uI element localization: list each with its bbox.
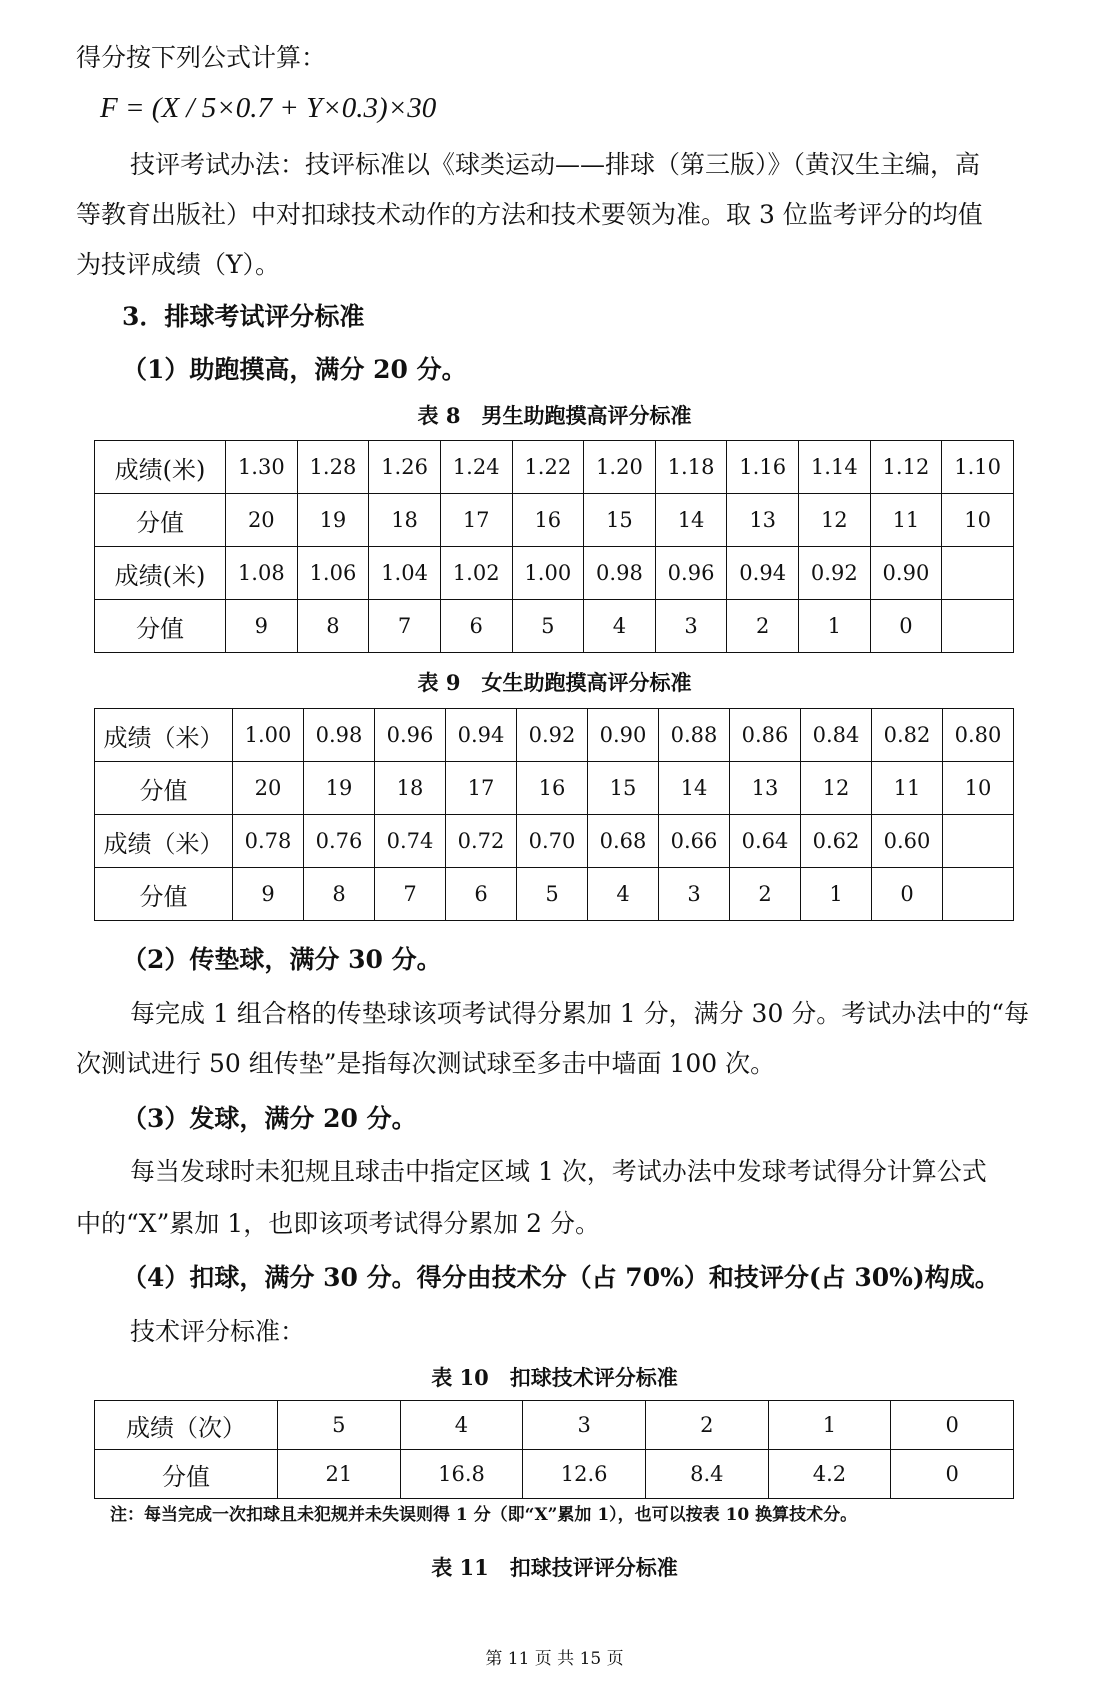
table-cell: 12 [801,762,872,815]
page-footer: 第 11 页 共 15 页 [485,1649,624,1669]
table-cell: 0.70 [517,815,588,868]
table-cell: 0.74 [375,815,446,868]
table-10-caption: 表 10 扣球技术评分标准 [431,1365,678,1390]
row-header-cell: 分值 [95,762,233,815]
table-cell: 2 [730,868,801,921]
table-cell: 1.06 [297,547,369,600]
table-cell: 13 [727,494,799,547]
table-8-caption: 表 8 男生助跑摸高评分标准 [417,403,692,428]
table-cell: 1.00 [233,709,304,762]
row-header-cell: 分值 [95,868,233,921]
table-cell: 4 [400,1401,523,1450]
table-cell: 7 [369,600,441,653]
table-cell: 0.98 [584,547,656,600]
tech-eval-line-3: 为技评成绩（Y）。 [76,250,281,279]
table-cell: 15 [588,762,659,815]
table-cell: 0.90 [588,709,659,762]
table-cell: 8 [304,868,375,921]
table-cell: 11 [872,762,943,815]
table-cell: 1.14 [799,441,871,494]
table-cell: 17 [440,494,512,547]
tech-eval-line-2: 等教育出版社）中对扣球技术动作的方法和技术要领为准。取 3 位监考评分的均值 [76,200,983,229]
item-3-desc-2: 中的“X”累加 1，也即该项考试得分累加 2 分。 [76,1209,601,1238]
table-cell: 0.78 [233,815,304,868]
table-cell: 2 [645,1401,768,1450]
table-cell: 16 [512,494,584,547]
table-cell [942,547,1014,600]
score-formula: F = (X / 5×0.7 + Y×0.3)×30 [100,92,437,124]
table-cell: 21 [278,1450,401,1499]
row-header-cell: 分值 [95,1450,278,1499]
table-cell: 1 [801,868,872,921]
table-row [95,547,1014,600]
table-cell: 5 [512,600,584,653]
table-cell: 9 [233,868,304,921]
table-cell: 16.8 [400,1450,523,1499]
table-cell: 0.84 [801,709,872,762]
row-header-cell: 成绩（米） [95,815,233,868]
table-cell: 6 [446,868,517,921]
table-cell: 0.86 [730,709,801,762]
table-cell: 14 [659,762,730,815]
table-cell: 1.00 [512,547,584,600]
table-cell: 0.64 [730,815,801,868]
table-cell: 1.30 [226,441,298,494]
row-header-cell: 成绩（次） [95,1401,278,1450]
table-cell: 16 [517,762,588,815]
table-row [95,1401,1014,1450]
table-10-note: 注：每当完成一次扣球且未犯规并未失误则得 1 分（即“X”累加 1），也可以按表 10 换算技术分。 [110,1505,858,1525]
table-cell: 4.2 [768,1450,891,1499]
table-cell: 0.94 [727,547,799,600]
table-cell: 1.26 [369,441,441,494]
table-8 [94,440,1014,653]
table-cell [942,600,1014,653]
table-cell: 1.02 [440,547,512,600]
item-2-desc-2: 次测试进行 50 组传垫”是指每次测试球至多击中墙面 100 次。 [76,1049,776,1078]
table-cell: 15 [584,494,656,547]
item-3-heading: （3）发球，满分 20 分。 [122,1104,417,1133]
table-cell: 0.96 [655,547,727,600]
table-9 [94,708,1014,921]
table-cell [943,815,1014,868]
table-cell: 0.90 [870,547,942,600]
table-cell: 8.4 [645,1450,768,1499]
table-cell: 1.24 [440,441,512,494]
table-cell: 5 [278,1401,401,1450]
table-cell: 1.04 [369,547,441,600]
table-cell: 0.88 [659,709,730,762]
row-header-cell: 分值 [95,600,226,653]
table-row [95,762,1014,815]
item-3-desc-1: 每当发球时未犯规且球击中指定区域 1 次，考试办法中发球考试得分计算公式 [130,1157,987,1186]
table-row [95,815,1014,868]
table-cell: 0 [891,1401,1014,1450]
section-3-heading: 3．排球考试评分标准 [122,302,365,331]
table-cell: 19 [304,762,375,815]
item-4-heading: （4）扣球，满分 30 分。得分由技术分（占 70%）和技评分(占 30%)构成。 [122,1263,1000,1292]
table-cell: 4 [584,600,656,653]
table-cell: 6 [440,600,512,653]
table-cell: 1.18 [655,441,727,494]
table-cell: 1.22 [512,441,584,494]
table-cell: 10 [943,762,1014,815]
table-cell: 0.82 [872,709,943,762]
table-cell [943,868,1014,921]
table-cell: 7 [375,868,446,921]
table-row [95,441,1014,494]
table-cell: 4 [588,868,659,921]
table-cell: 0.66 [659,815,730,868]
table-cell: 0.92 [517,709,588,762]
table-cell: 1.08 [226,547,298,600]
table-row [95,600,1014,653]
table-cell: 3 [523,1401,646,1450]
table-cell: 1 [799,600,871,653]
row-header-cell: 分值 [95,494,226,547]
item-2-heading: （2）传垫球，满分 30 分。 [122,945,442,974]
table-cell: 0 [891,1450,1014,1499]
item-2-desc-1: 每完成 1 组合格的传垫球该项考试得分累加 1 分，满分 30 分。考试办法中的“每 [130,999,1030,1028]
table-cell: 1.20 [584,441,656,494]
table-cell: 0 [870,600,942,653]
row-header-cell: 成绩(米) [95,547,226,600]
table-cell: 3 [659,868,730,921]
table-cell: 20 [233,762,304,815]
table-cell: 9 [226,600,298,653]
table-9-caption: 表 9 女生助跑摸高评分标准 [417,670,692,695]
table-cell: 12 [799,494,871,547]
table-cell: 0.72 [446,815,517,868]
table-row [95,709,1014,762]
formula-intro: 得分按下列公式计算： [76,43,327,72]
table-cell: 1.28 [297,441,369,494]
table-cell: 0.94 [446,709,517,762]
table-11-caption: 表 11 扣球技评评分标准 [431,1555,678,1580]
table-cell: 0 [872,868,943,921]
table-cell: 5 [517,868,588,921]
table-cell: 1.16 [727,441,799,494]
item-1-heading: （1）助跑摸高，满分 20 分。 [122,355,467,384]
table-cell: 18 [369,494,441,547]
table-cell: 19 [297,494,369,547]
table-cell: 14 [655,494,727,547]
table-cell: 1.12 [870,441,942,494]
tech-standard-label: 技术评分标准： [130,1317,306,1346]
table-cell: 0.96 [375,709,446,762]
table-cell: 3 [655,600,727,653]
table-cell: 12.6 [523,1450,646,1499]
table-cell: 0.68 [588,815,659,868]
table-cell: 18 [375,762,446,815]
table-row [95,868,1014,921]
table-cell: 10 [942,494,1014,547]
table-cell: 0.60 [872,815,943,868]
table-cell: 0.98 [304,709,375,762]
row-header-cell: 成绩（米） [95,709,233,762]
table-row [95,1450,1014,1499]
table-cell: 0.76 [304,815,375,868]
table-row [95,494,1014,547]
table-cell: 0.92 [799,547,871,600]
table-cell: 11 [870,494,942,547]
table-cell: 8 [297,600,369,653]
table-cell: 0.80 [943,709,1014,762]
table-cell: 0.62 [801,815,872,868]
table-cell: 1 [768,1401,891,1450]
table-cell: 2 [727,600,799,653]
table-cell: 13 [730,762,801,815]
table-cell: 1.10 [942,441,1014,494]
tech-eval-line-1: 技评考试办法：技评标准以《球类运动——排球（第三版）》（黄汉生主编，高 [130,150,981,179]
table-cell: 17 [446,762,517,815]
table-10 [94,1400,1014,1499]
table-cell: 20 [226,494,298,547]
row-header-cell: 成绩(米) [95,441,226,494]
